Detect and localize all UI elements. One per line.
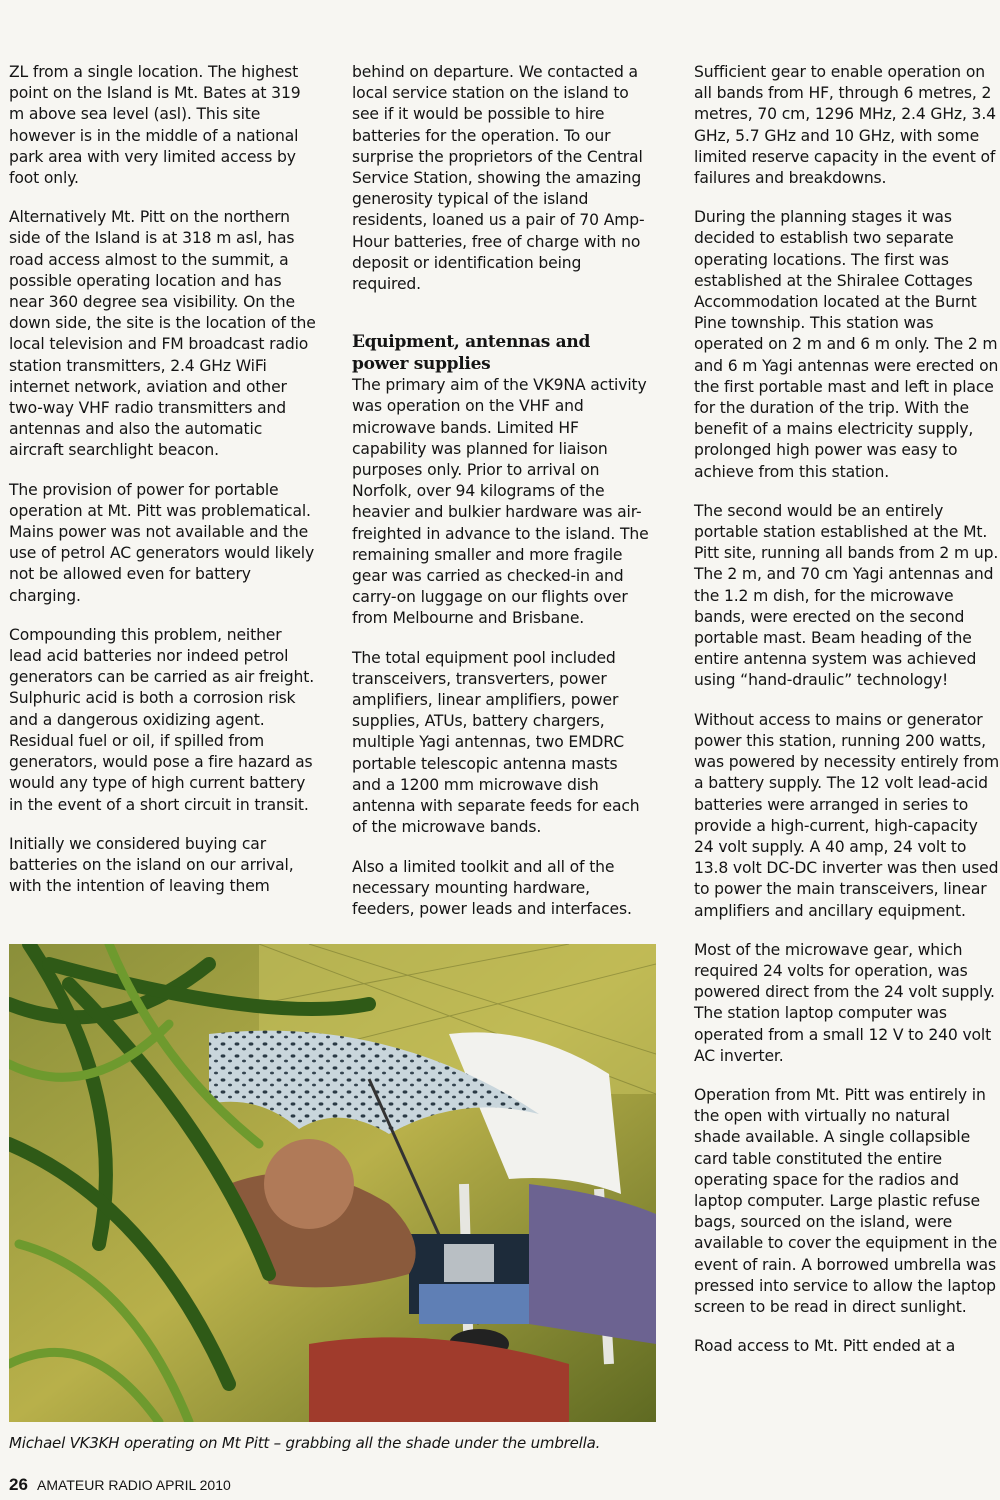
article-column-3	[694, 62, 1000, 1375]
paragraph: Road access to Mt. Pitt ended at a	[694, 1337, 956, 1356]
paragraph: Compounding this problem, neither lead acid batteries nor indeed petrol generators can be carried as air freight. Sulphuric acid is both a corrosion risk and a dangerous oxidizing agent. Residual fuel or oil, if spilled from generators, would pose a fire hazard as would any type of high current battery in the event of a short circuit in transit.	[9, 625, 315, 814]
paragraph: ZL from a single location. The highest point on the Island is Mt. Bates at 319 m above sea level (asl). This site however is in the middle of a national park area with very limited access by foot only.	[9, 63, 301, 188]
paragraph: Also a limited toolkit and all of the necessary mounting hardware, feeders, power leads and interfaces.	[352, 857, 632, 918]
publication-name: AMATEUR RADIO APRIL 2010	[37, 1477, 231, 1493]
paragraph: Without access to mains or generator power this station, running 200 watts, was powered by necessity entirely from a battery supply. The 12 volt lead-acid batteries were arranged in series to provide a high-current, high-capacity 24 volt supply. A 40 amp, 24 volt to 13.8 volt DC-DC inverter was then used to power the main transceivers, linear amplifiers and ancillary equipment.	[694, 710, 999, 920]
paragraph: Operation from Mt. Pitt was entirely in the open with virtually no natural shade available. A single collapsible card table constituted the entire operating space for the radios and laptop computer. Large plastic refuse bags, sourced on the island, were available to cover the equipment in the event of rain. A borrowed umbrella was pressed into service to allow the laptop screen to be read in direct sunlight.	[694, 1085, 998, 1316]
paragraph: Sufficient gear to enable operation on all bands from HF, through 6 metres, 2 metres, 70 cm, 1296 MHz, 2.4 GHz, 3.4 GHz, 5.7 GHz and 10 GHz, with some limited reserve capacity in the event of failures and breakdowns.	[694, 63, 996, 188]
paragraph: Most of the microwave gear, which required 24 volts for operation, was powered direct from the 24 volt supply. The station laptop computer was operated from a small 12 V to 240 volt AC inverter.	[694, 940, 995, 1065]
paragraph: behind on departure. We contacted a local service station on the island to see if it would be possible to hire batteries for the operation. To our surprise the proprietors of the Central Service Station, showing the amazing generosity typical of the island residents, loaned us a pair of 70 Amp-Hour batteries, free of charge with no deposit or identification being required.	[352, 63, 645, 294]
page-number: 26	[9, 1475, 28, 1494]
section-heading: Equipment, antennas and power supplies	[352, 332, 591, 375]
paragraph: The second would be an entirely portable station established at the Mt. Pitt site, running all bands from 2 m up. The 2 m, and 70 cm Yagi antennas and the 1.2 m dish, for the microwave bands, were erected on the second portable mast. Beam heading of the entire antenna system was achieved using “hand-draulic” technology!	[694, 501, 999, 690]
paragraph: The primary aim of the VK9NA activity was operation on the VHF and microwave bands. Limited HF capability was planned for liaison purposes only. Prior to arrival on Norfolk, over 94 kilograms of the heavier and bulkier hardware was air-freighted in advance to the island. The remaining smaller and more fragile gear was carried as checked-in and carry-on luggage on our flights over from Melbourne and Brisbane.	[352, 376, 649, 628]
page-footer	[9, 1476, 231, 1494]
paragraph: The provision of power for portable operation at Mt. Pitt was problematical. Mains power was not available and the use of petrol AC generators would likely not be allowed even for battery charging.	[9, 480, 315, 605]
article-column-1	[9, 62, 319, 915]
operator-photo	[9, 944, 656, 1422]
photo-caption: Michael VK3KH operating on Mt Pitt – grabbing all the shade under the umbrella.	[9, 1434, 601, 1452]
photo-illustration	[9, 944, 656, 1422]
paragraph: The total equipment pool included transceivers, transverters, power amplifiers, linear amplifiers, power supplies, ATUs, battery chargers, multiple Yagi antennas, two EMDRC portable telescopic antenna masts and a 1200 mm microwave dish antenna with separate feeds for each of the microwave bands.	[352, 648, 640, 837]
paragraph: Initially we considered buying car batteries on the island on our arrival, with the intention of leaving them	[9, 834, 294, 896]
paragraph: During the planning stages it was decided to establish two separate operating locations. The first was established at the Shiralee Cottages Accommodation located at the Burnt Pine township. This station was operated on 2 m and 6 m only. The 2 m and 6 m Yagi antennas were erected on the first portable mast and left in place for the duration of the trip. With the benefit of a mains electricity supply, prolonged high power was easy to achieve from this station.	[694, 208, 999, 481]
article-column-2	[352, 62, 650, 938]
paragraph: Alternatively Mt. Pitt on the northern side of the Island is at 318 m asl, has road access almost to the summit, a possible operating location and has near 360 degree sea visibility. On the down side, the site is the location of the local television and FM broadcast radio station transmitters, 2.4 GHz WiFi internet network, aviation and other two-way VHF radio transmitters and antennas and also the automatic aircraft searchlight beacon.	[9, 208, 316, 460]
